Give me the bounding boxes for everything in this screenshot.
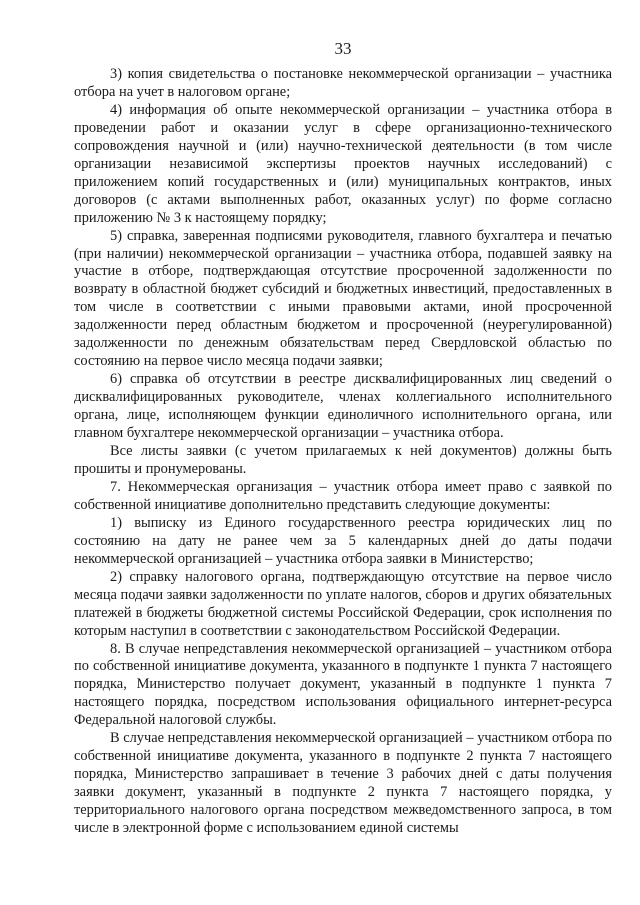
paragraph-subitem-5: 5) справка, заверенная подписями руководителя, главного бухгалтера и печатью (при наличии) некоммерческой организации – участника отбора, подавшей заявку на участие в отборе, подтверждающая отсутствие просроченной задолженности по возврату в областной бюджет субсидий и бюджетных инвестиций, предоставленных в том числе в соответствии с иными правовыми актами, иной просроченной задолженности перед областным бюджетом и просроченной (неурегулированной) задолженности по денежным обязательствам перед Свердловской областью по состоянию на первое число месяца подачи заявки; [74, 227, 612, 370]
document-page [74, 38, 612, 838]
paragraph-clause-8: 8. В случае непредставления некоммерческой организацией – участником отбора по собственной инициативе документа, указанного в подпункте 1 пункта 7 настоящего порядка, Министерство получает документ, указанный в подпункте 1 пункта 7 настоящего порядка, посредством использования официального интернет-ресурса Федеральной налоговой службы. [74, 640, 612, 729]
paragraph-clause-8-continued: В случае непредставления некоммерческой организацией – участником отбора по собственной инициативе документа, указанного в подпункте 2 пункта 7 настоящего порядка, Министерство запрашивает в течение 3 рабочих дней с даты получения заявки документ, указанный в подпункте 2 пункта 7 настоящего порядка, у территориального налогового органа посредством межведомственного запроса, в том числе в электронной форме с использованием единой системы [74, 730, 612, 837]
paragraph-clause-7: 7. Некоммерческая организация – участник отбора имеет право с заявкой по собственной инициативе дополнительно представить следующие документы: [74, 478, 612, 513]
paragraph-subitem-6: 6) справка об отсутствии в реестре дисквалифицированных лиц сведений о дисквалифицированных руководителе, членах коллегиального исполнительного органа, лице, исполняющем функции единоличного исполнительного органа, или главном бухгалтере некоммерческой организации – участника отбора. [74, 371, 612, 442]
paragraph-subitem-3: 3) копия свидетельства о постановке некоммерческой организации – участника отбора на учет в налоговом органе; [74, 66, 612, 100]
page-number: 33 [334, 39, 352, 58]
paragraph-sheets-note: Все листы заявки (с учетом прилагаемых к ней документов) должны быть прошиты и пронумерованы. [74, 443, 612, 477]
paragraph-subitem-4: 4) информация об опыте некоммерческой организации – участника отбора в проведении работ и оказании услуг в сфере организационно-технического сопровождения научной и (или) научно-технической деятельности (в том числе организации независимой экспертизы проектов научных исследований) с приложением копий государственных и (или) муниципальных контрактов, иных договоров (с актами выполненных работ, оказанных услуг) по форме согласно приложению № 3 к настоящему порядку; [74, 101, 612, 226]
paragraph-clause-7-subitem-2: 2) справку налогового органа, подтверждающую отсутствие на первое число месяца подачи заявки задолженности по уплате налогов, сборов и других обязательных платежей в бюджеты бюджетной системы Российской Федерации, срок исполнения по которым наступил в соответствии с законодательством Российской Федерации. [74, 568, 612, 639]
paragraph-clause-7-subitem-1: 1) выписку из Единого государственного реестра юридических лиц по состоянию на дату не ранее чем за 5 календарных дней до даты подачи некоммерческой организацией – участника отбора заявки в Министерство; [74, 514, 612, 567]
